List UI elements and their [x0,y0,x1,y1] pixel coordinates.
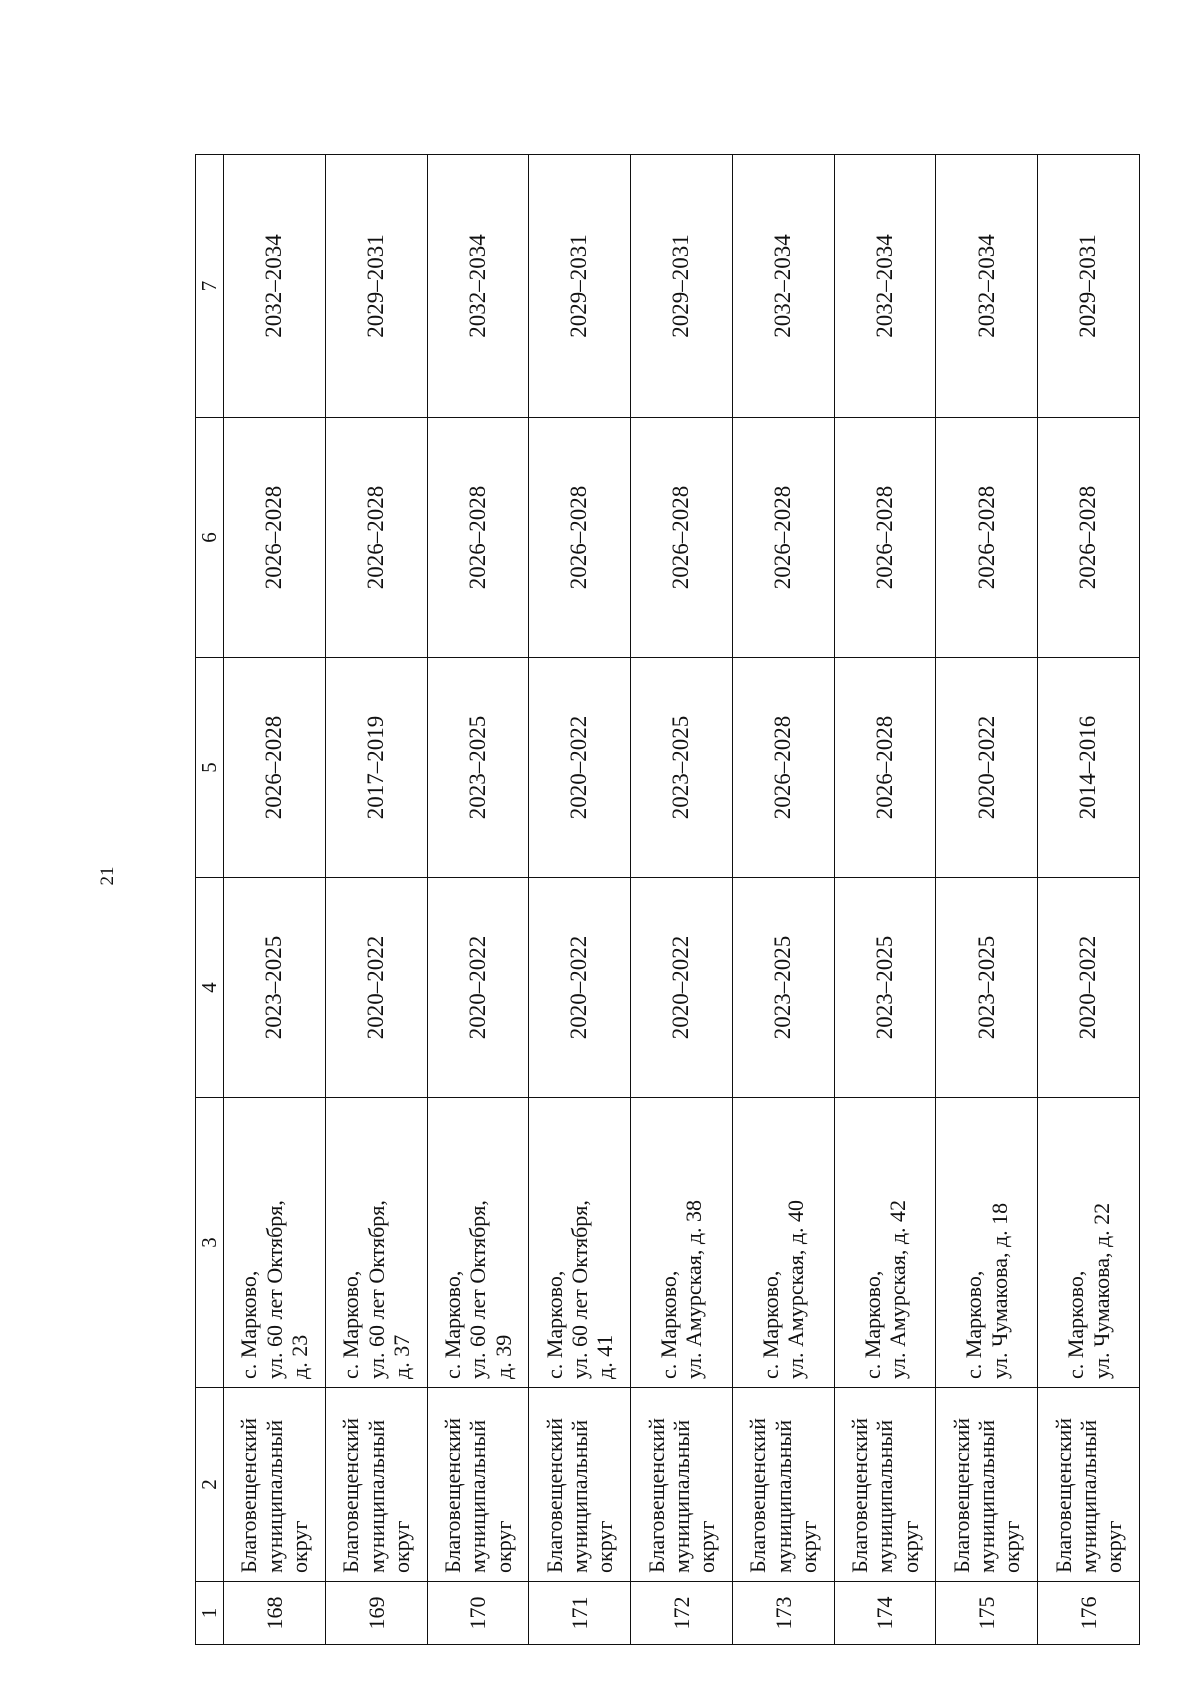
period-cell-c6: 2026–2028 [1038,418,1140,658]
address-cell [936,1098,1038,1388]
district-line: Благовещенский [745,1417,771,1573]
table-row [427,155,529,1645]
page-number: 21 [97,866,118,886]
address-cell [529,1098,631,1388]
period-cell-c7: 2032–2034 [834,155,936,418]
period-cell-c5: 2020–2022 [936,658,1038,878]
period-cell-c5: 2017–2019 [325,658,427,878]
district-line: округ [1101,1520,1127,1573]
district-line: округ [694,1520,720,1573]
district-cell [224,1388,326,1582]
column-header: 3 [196,1098,224,1388]
rotated-table-frame [195,155,1140,1645]
district-line: Благовещенский [948,1417,974,1573]
district-line: округ [795,1520,821,1573]
district-cell [529,1388,631,1582]
period-cell-c4: 2023–2025 [834,878,936,1098]
address-line: ул. Чумакова, д. 18 [986,1202,1012,1379]
district-line: округ [999,1520,1025,1573]
table-row [936,155,1038,1645]
column-header: 2 [196,1388,224,1582]
address-line: с. Марково, [439,1270,465,1379]
district-line: муниципальный [668,1419,694,1573]
district-line: муниципальный [1075,1419,1101,1573]
row-number: 169 [325,1582,427,1645]
period-cell-c4: 2020–2022 [631,878,733,1098]
period-cell-c7: 2032–2034 [936,155,1038,418]
district-line: муниципальный [261,1419,287,1573]
period-cell-c4: 2023–2025 [224,878,326,1098]
table-row [325,155,427,1645]
district-line: округ [490,1520,516,1573]
period-cell-c5: 2026–2028 [732,658,834,878]
district-line: Благовещенский [236,1417,262,1573]
period-cell-c4: 2020–2022 [427,878,529,1098]
address-line: с. Марково, [541,1270,567,1379]
period-cell-c5: 2020–2022 [529,658,631,878]
period-cell-c7: 2029–2031 [631,155,733,418]
district-line: муниципальный [974,1419,1000,1573]
table-row [732,155,834,1645]
district-line: Благовещенский [541,1417,567,1573]
period-cell-c4: 2023–2025 [936,878,1038,1098]
district-line: муниципальный [363,1419,389,1573]
column-header: 4 [196,878,224,1098]
period-cell-c4: 2020–2022 [529,878,631,1098]
district-cell [1038,1388,1140,1582]
row-number: 170 [427,1582,529,1645]
row-number: 173 [732,1582,834,1645]
period-cell-c7: 2032–2034 [427,155,529,418]
row-number: 172 [631,1582,733,1645]
row-number: 175 [936,1582,1038,1645]
period-cell-c6: 2026–2028 [224,418,326,658]
district-line: округ [592,1520,618,1573]
district-cell [936,1388,1038,1582]
column-header: 6 [196,418,224,658]
period-cell-c7: 2032–2034 [224,155,326,418]
period-cell-c6: 2026–2028 [631,418,733,658]
address-line: ул. 60 лет Октября, [363,1200,389,1379]
row-number: 168 [224,1582,326,1645]
address-line: с. Марково, [338,1270,364,1379]
row-number: 171 [529,1582,631,1645]
column-header: 5 [196,658,224,878]
address-line: ул. Чумакова, д. 22 [1088,1202,1114,1379]
district-line: Благовещенский [338,1417,364,1573]
district-line: муниципальный [567,1419,593,1573]
district-cell [325,1388,427,1582]
district-cell [427,1388,529,1582]
address-line: с. Марково, [757,1270,783,1379]
address-line: ул. 60 лет Октября, [567,1200,593,1379]
period-cell-c6: 2026–2028 [529,418,631,658]
district-line: округ [287,1520,313,1573]
district-line: округ [388,1520,414,1573]
district-line: Благовещенский [1050,1417,1076,1573]
address-line: ул. Амурская, д. 38 [681,1199,707,1379]
period-cell-c4: 2020–2022 [1038,878,1140,1098]
address-line: ул. 60 лет Октября, [465,1200,491,1379]
address-line: д. 39 [490,1334,516,1379]
period-cell-c7: 2029–2031 [1038,155,1140,418]
district-line: Благовещенский [439,1417,465,1573]
address-line: ул. 60 лет Октября, [261,1200,287,1379]
address-cell [834,1098,936,1388]
period-cell-c5: 2026–2028 [834,658,936,878]
table-container [195,155,1140,1645]
period-cell-c4: 2023–2025 [732,878,834,1098]
table-row [529,155,631,1645]
period-cell-c6: 2026–2028 [427,418,529,658]
district-cell [732,1388,834,1582]
district-line: муниципальный [465,1419,491,1573]
address-cell [1038,1098,1140,1388]
column-header: 1 [196,1582,224,1645]
address-cell [732,1098,834,1388]
district-line: округ [897,1520,923,1573]
period-cell-c6: 2026–2028 [834,418,936,658]
period-cell-c7: 2032–2034 [732,155,834,418]
column-header: 7 [196,155,224,418]
address-line: ул. Амурская, д. 42 [884,1199,910,1379]
overhaul-schedule-table [195,154,1140,1645]
district-line: муниципальный [770,1419,796,1573]
period-cell-c6: 2026–2028 [936,418,1038,658]
period-cell-c4: 2020–2022 [325,878,427,1098]
table-row [631,155,733,1645]
row-number: 176 [1038,1582,1140,1645]
district-line: муниципальный [872,1419,898,1573]
header-row [196,155,224,1645]
address-cell [325,1098,427,1388]
table-row [224,155,326,1645]
address-line: с. Марково, [236,1270,262,1379]
address-line: с. Марково, [859,1270,885,1379]
address-line: с. Марково, [961,1270,987,1379]
district-cell [631,1388,733,1582]
address-line: д. 37 [388,1334,414,1379]
address-cell [631,1098,733,1388]
period-cell-c6: 2026–2028 [325,418,427,658]
address-cell [427,1098,529,1388]
period-cell-c6: 2026–2028 [732,418,834,658]
address-cell [224,1098,326,1388]
district-line: Благовещенский [847,1417,873,1573]
address-line: ул. Амурская, д. 40 [783,1199,809,1379]
address-line: д. 23 [287,1334,313,1379]
district-cell [834,1388,936,1582]
period-cell-c7: 2029–2031 [325,155,427,418]
address-line: с. Марково, [656,1270,682,1379]
district-line: Благовещенский [643,1417,669,1573]
address-line: с. Марково, [1063,1270,1089,1379]
period-cell-c5: 2023–2025 [631,658,733,878]
address-line: д. 41 [592,1334,618,1379]
period-cell-c5: 2026–2028 [224,658,326,878]
row-number: 174 [834,1582,936,1645]
period-cell-c5: 2023–2025 [427,658,529,878]
table-row [1038,155,1140,1645]
period-cell-c5: 2014–2016 [1038,658,1140,878]
table-row [834,155,936,1645]
period-cell-c7: 2029–2031 [529,155,631,418]
